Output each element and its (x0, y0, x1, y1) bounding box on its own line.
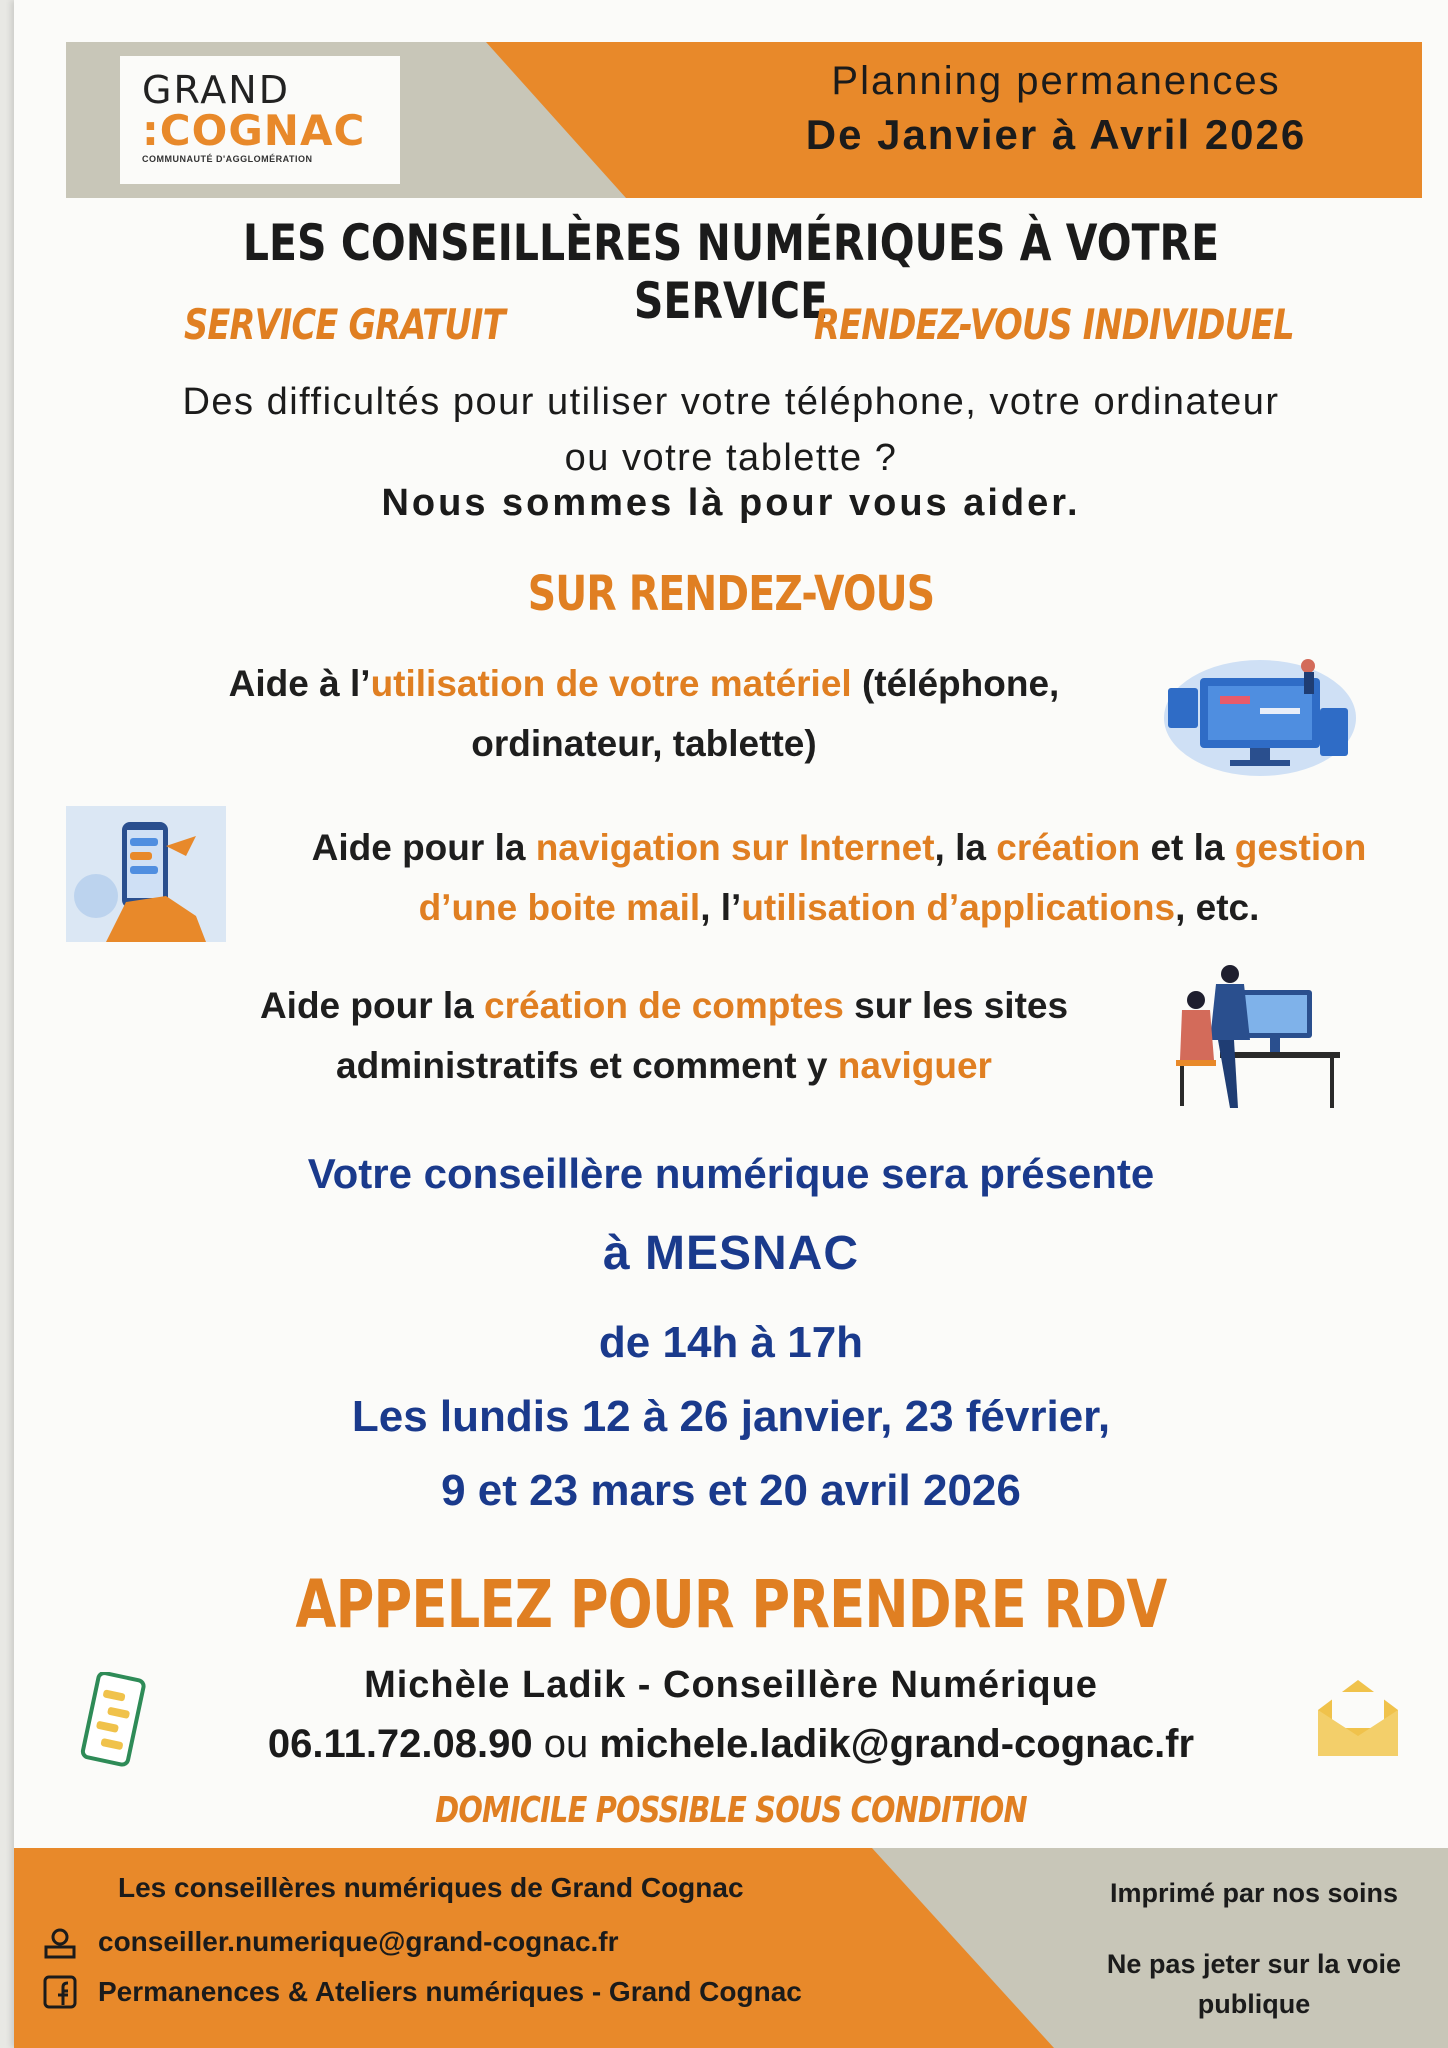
contact-line (14, 1722, 1448, 1767)
item2-text-h: , l’ (700, 887, 742, 928)
item3-highlight-accounts: création de comptes (484, 985, 844, 1026)
presence-dates-2: 9 et 23 mars et 20 avril 2026 (441, 1466, 1021, 1515)
tag-individual-rdv: RENDEZ-VOUS INDIVIDUEL (814, 300, 1294, 349)
logo-grand: GRAND (142, 68, 290, 112)
facebook-icon (40, 1972, 80, 2012)
presence-line-1: Votre conseillère numérique sera présente (307, 1150, 1155, 1197)
intro-line-1: Des difficultés pour utiliser votre téléphone, votre ordinateur (182, 381, 1280, 423)
computer-illustration (1160, 648, 1360, 778)
intro-strong: Nous sommes là pour vous aider. (381, 482, 1081, 524)
presence-dates-1: Les lundis 12 à 26 janvier, 23 février, (351, 1392, 1111, 1441)
help-item-internet (254, 818, 1424, 938)
page-edge (0, 0, 14, 2048)
item2-highlight-mail: d’une boite mail (418, 887, 701, 928)
logo (120, 56, 400, 184)
item1-text-c: (téléphone, (851, 663, 1060, 704)
domicile-note: DOMICILE POSSIBLE SOUS CONDITION (435, 1790, 1027, 1831)
header-text (706, 54, 1406, 162)
item1-text-d: ordinateur, tablette) (471, 723, 817, 764)
flyer (14, 0, 1448, 2048)
footer-facebook-row (40, 1972, 802, 2012)
item2-text-e: et la (1140, 827, 1235, 868)
contact-phone[interactable]: 06.11.72.08.90 (267, 1722, 533, 1766)
item3-text-d: administratifs et comment y (336, 1045, 838, 1086)
envelope-icon (1314, 1676, 1402, 1760)
item3-text-a: Aide pour la (259, 985, 485, 1026)
period-label: De Janvier à Avril 2026 (805, 111, 1307, 158)
intro-line-2: ou votre tablette ? (564, 437, 898, 479)
contact-name: Michèle Ladik - Conseillère Numérique (364, 1664, 1098, 1706)
footer-banner (14, 1848, 1448, 2048)
item2-text-a: Aide pour la (311, 827, 536, 868)
item2-text-c: , la (934, 827, 997, 868)
help-item-equipment (164, 654, 1124, 774)
presence-hours: de 14h à 17h (598, 1318, 864, 1367)
contact-icon (40, 1922, 80, 1962)
item3-highlight-navigate: naviguer (837, 1045, 992, 1086)
logo-cognac: :COGNAC (142, 106, 366, 155)
help-item-accounts (224, 976, 1104, 1096)
item1-text-a: Aide à l’ (228, 663, 371, 704)
item2-highlight-navigation: navigation sur Internet (535, 827, 935, 868)
tag-free-service: SERVICE GRATUIT (184, 300, 505, 349)
call-to-action: APPELEZ POUR PRENDRE RDV (295, 1566, 1167, 1643)
item2-text-j: , etc. (1175, 887, 1260, 928)
contact-email[interactable]: michele.ladik@grand-cognac.fr (599, 1722, 1195, 1766)
phone-hand-illustration (66, 806, 226, 942)
footer-printed: Imprimé par nos soins (1109, 1878, 1399, 1908)
main-title: LES CONSEILLÈRES NUMÉRIQUES À VOTRE SERVICE (242, 214, 1220, 330)
item2-highlight-gestion: gestion (1234, 827, 1367, 868)
item2-highlight-apps: utilisation d’applications (741, 887, 1176, 928)
intro-text (14, 374, 1448, 486)
planning-label: Planning permanences (831, 59, 1281, 103)
item3-text-c: sur les sites (843, 985, 1069, 1026)
desk-workers-illustration (1170, 960, 1350, 1110)
item2-highlight-creation: création (996, 827, 1141, 868)
presence-location: à MESNAC (602, 1227, 860, 1280)
header-banner (66, 42, 1422, 198)
contact-or: ou (532, 1722, 600, 1766)
footer-dont-throw: Ne pas jeter sur la voie publique (1106, 1949, 1402, 2019)
footer-title: Les conseillères numériques de Grand Cognac (118, 1872, 744, 1903)
footer-email[interactable]: conseiller.numerique@grand-cognac.fr (98, 1926, 619, 1957)
footer-email-row (40, 1922, 619, 1962)
item1-highlight: utilisation de votre matériel (370, 663, 852, 704)
footer-facebook[interactable]: Permanences & Ateliers numériques - Grand Cognac (98, 1976, 802, 2007)
rdv-title: SUR RENDEZ-VOUS (527, 566, 935, 622)
logo-subtitle: COMMUNAUTÉ D'AGGLOMÉRATION (142, 154, 313, 164)
